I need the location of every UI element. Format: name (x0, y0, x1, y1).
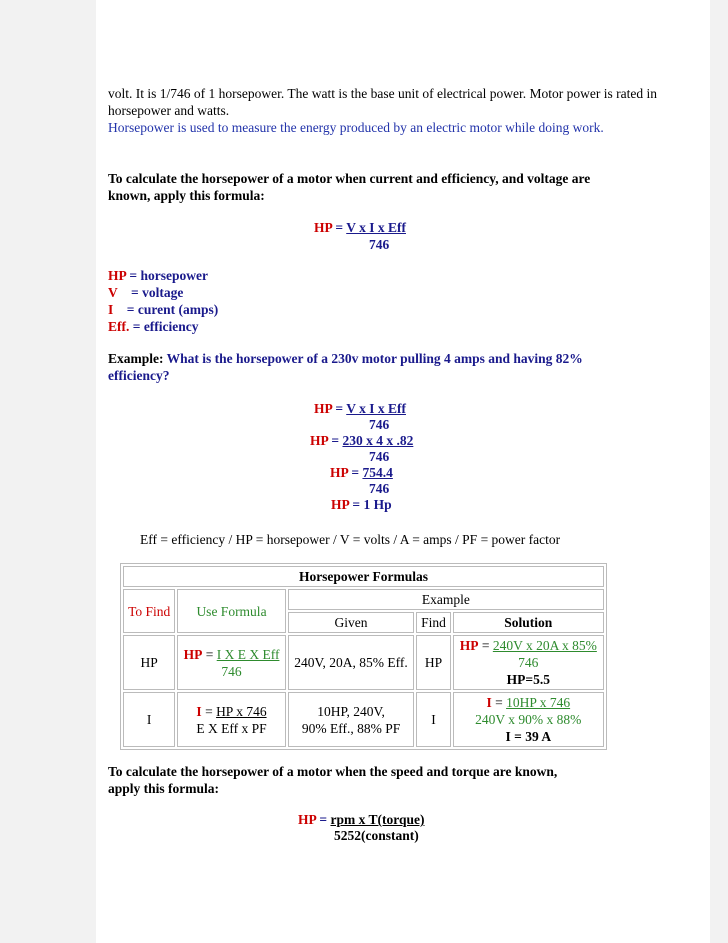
legend-definition: = voltage (117, 285, 184, 300)
table-row-hp (123, 635, 604, 690)
solution-result: I = 39 A (505, 729, 552, 744)
header-to-find: To Find (123, 589, 175, 633)
step-lhs: HP (310, 433, 329, 448)
formula2-lhs: HP (298, 812, 317, 827)
step-lhs: HP (314, 401, 333, 416)
step-3 (330, 464, 393, 481)
section2-heading-line-2: apply this formula: (108, 781, 220, 796)
step-eq: = (332, 401, 347, 416)
step-2-denominator: 746 (369, 449, 390, 464)
legend-i (108, 301, 218, 318)
formula1 (314, 219, 406, 236)
cell-find: HP (416, 635, 450, 690)
step-lhs: HP (331, 497, 350, 512)
header-find: Find (416, 612, 450, 633)
intro-text (108, 85, 668, 136)
step-lhs: HP (330, 465, 349, 480)
formula2-numerator: rpm x T(torque) (330, 812, 425, 827)
legend-symbol: I (108, 302, 114, 317)
step-numerator: 754.4 (362, 465, 393, 480)
cell-solution (453, 635, 604, 690)
given-line-2: 90% Eff., 88% PF (301, 720, 401, 736)
formula2 (298, 811, 424, 828)
legend-definition: = curent (amps) (113, 302, 219, 317)
step-eq: = (328, 433, 343, 448)
formula1-eq: = (332, 220, 347, 235)
solution-result: HP=5.5 (506, 672, 550, 687)
intro-line-1: volt. It is 1/746 of 1 horsepower. The watt is the base unit of electrical power. Motor power is rated in horsepower and watts. (108, 86, 657, 118)
step-1 (314, 400, 406, 417)
solution-lhs: HP (459, 638, 479, 653)
legend-hp (108, 267, 208, 284)
formula1-lhs: HP (314, 220, 333, 235)
example-line-1 (108, 350, 583, 367)
cell-to-find: I (123, 692, 175, 747)
step-eq: = (348, 465, 363, 480)
cell-formula (177, 692, 285, 747)
formula-denominator: E X Eff x PF (196, 720, 267, 736)
solution-denominator: 240V x 90% x 88% (475, 712, 582, 727)
cell-formula (177, 635, 285, 690)
legend-definition: = efficiency (129, 319, 199, 334)
section1-heading-line-1: To calculate the horsepower of a motor when current and efficiency, and voltage are (108, 171, 591, 186)
cell-to-find: HP (123, 635, 175, 690)
legend-definition: = horsepower (126, 268, 208, 283)
legend-eff (108, 318, 199, 335)
formula2-eq: = (316, 812, 331, 827)
header-solution: Solution (453, 612, 604, 633)
solution-numerator: 240V x 20A x 85% (492, 638, 597, 653)
header-use-formula: Use Formula (177, 589, 285, 633)
formula-eq: = (201, 703, 217, 719)
step-numerator: V x I x Eff (346, 401, 406, 416)
example-line-2: efficiency? (108, 368, 170, 383)
legend-symbol: HP (108, 268, 127, 283)
legend-symbol: V (108, 285, 118, 300)
step-1-denominator: 746 (369, 417, 390, 432)
formula-lhs: HP (183, 646, 203, 662)
horsepower-formulas-table (120, 563, 607, 750)
header-given: Given (288, 612, 415, 633)
solution-denominator: 746 (518, 655, 539, 670)
legend-v (108, 284, 183, 301)
table-title: Horsepower Formulas (123, 566, 604, 587)
legend-symbol: Eff. (108, 319, 130, 334)
formula1-denominator: 746 (369, 237, 390, 252)
formula-numerator: HP x 746 (216, 703, 267, 719)
step-3-denominator: 746 (369, 481, 390, 496)
solution-eq: = (491, 695, 507, 710)
intro-line-2: Horsepower is used to measure the energy produced by an electric motor while doing work. (108, 120, 604, 135)
step-2 (310, 432, 413, 449)
cell-given: 240V, 20A, 85% Eff. (288, 635, 415, 690)
section2-heading-line-1: To calculate the horsepower of a motor when the speed and torque are known, (108, 764, 558, 779)
step-eq: = (349, 497, 364, 512)
solution-numerator: 10HP x 746 (506, 695, 571, 710)
solution-eq: = (478, 638, 493, 653)
formula1-numerator: V x I x Eff (346, 220, 406, 235)
formula2-denominator: 5252(constant) (334, 828, 419, 843)
formula-eq: = (202, 646, 217, 662)
section1-heading-line-2: known, apply this formula: (108, 188, 265, 203)
cell-find: I (416, 692, 450, 747)
formula-numerator: I X E X Eff (216, 646, 280, 662)
formula-denominator: 746 (221, 663, 242, 679)
header-example: Example (288, 589, 604, 610)
step-numerator: 230 x 4 x .82 (342, 433, 414, 448)
step-result: 1 Hp (363, 497, 392, 512)
formula-lhs: I (196, 703, 202, 719)
cell-solution (453, 692, 604, 747)
document-page (96, 0, 710, 943)
solution-lhs: I (486, 695, 492, 710)
example-label: Example: (108, 351, 164, 366)
step-4 (331, 496, 392, 513)
abbreviation-line: Eff = efficiency / HP = horsepower / V = volts / A = amps / PF = power factor (140, 532, 561, 547)
table-row-i (123, 692, 604, 747)
example-question: What is the horsepower of a 230v motor pulling 4 amps and having 82% (163, 351, 583, 366)
cell-given (288, 692, 415, 747)
given-line-1: 10HP, 240V, (317, 703, 385, 719)
